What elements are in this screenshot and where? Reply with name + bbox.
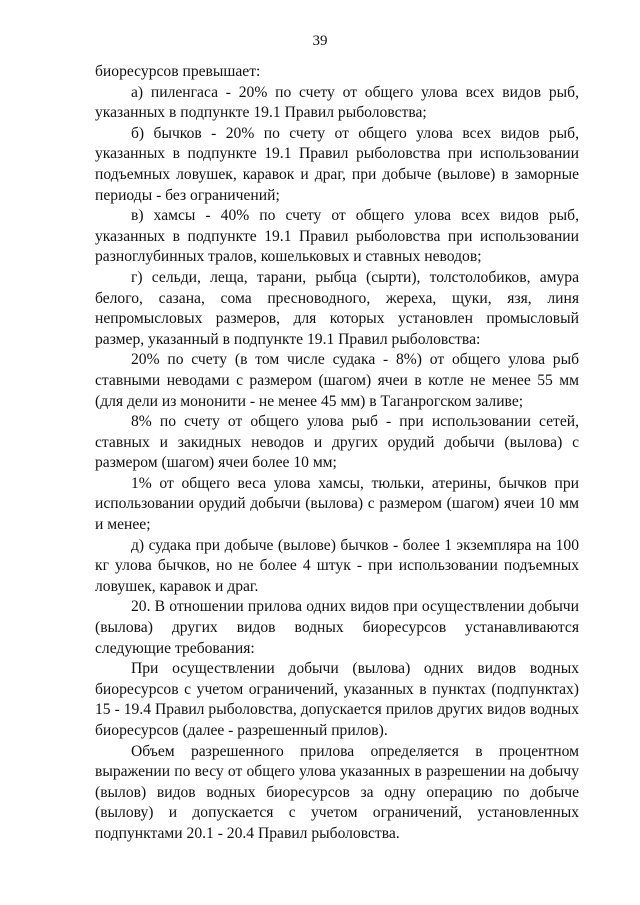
paragraph-bycatch-volume: Объем разрешенного прилова определяется в процентном выражении по весу от общего улова указанных в разрешении на добычу (вылов) видов водных биоресурсов за одну операцию по добыче (вылову) и допускается с учетом ограничений, установленных подпунктами 20.1 - 20.4 Правил рыболовства. <box>95 742 579 842</box>
paragraph-item-a: а) пиленгаса - 20% по счету от общего улова всех видов рыб, указанных в подпункте 19.1 Правил рыболовства; <box>95 83 579 122</box>
paragraph-item-v: в) хамсы - 40% по счету от общего улова всех видов рыб, указанных в подпункте 19.1 Правил рыболовства при использовании разноглубинных тралов, кошельковых и ставных неводов; <box>95 207 579 266</box>
paragraph-item-g-20-percent: 20% по счету (в том числе судака - 8%) от общего улова рыб ставными неводами с размером (шагом) ячеи в котле не менее 55 мм (для дели из мононити - не менее 45 мм) в Таганрогском заливе; <box>95 351 579 410</box>
paragraph-item-g-8-percent: 8% по счету от общего улова рыб - при использовании сетей, ставных и закидных неводов и других орудий добычи (вылова) с размером (шагом) ячеи более 10 мм; <box>95 413 579 472</box>
paragraph-item-d: д) судака при добыче (вылове) бычков - более 1 экземпляра на 100 кг улова бычков, но не более 4 штук - при использовании подъемных ловушек, каравок и драг. <box>95 536 579 595</box>
paragraph-continuation: биоресурсов превышает: <box>95 63 261 80</box>
page-number: 39 <box>312 33 328 49</box>
paragraph-item-b: б) бычков - 20% по счету от общего улова всех видов рыб, указанных в подпункте 19.1 Правил рыболовства при использовании подъемных ловушек, каравок и драг, при добыче (вылове) в заморные периоды - без ограничений; <box>95 124 579 204</box>
paragraph-permitted-bycatch: При осуществлении добычи (вылова) одних видов водных биоресурсов с учетом ограничений, указанных в пунктах (подпунктах) 15 - 19.4 Правил рыболовства, допускается прилов других видов водных биоресурсов (далее - разрешенный прилов). <box>95 660 579 739</box>
paragraph-section-20: 20. В отношении прилова одних видов при осуществлении добычи (вылова) других видов водных биоресурсов устанавливаются следующие требования: <box>95 598 579 657</box>
document-body <box>95 62 579 845</box>
paragraph-item-g: г) сельди, леща, тарани, рыбца (сырти), толстолобиков, амура белого, сазана, сома пресноводного, жереха, щуки, язя, линя непромысловых размеров, для которых установлен промысловый размер, указанный в подпункте 19.1 Правил рыболовства: <box>95 268 579 348</box>
paragraph-item-g-1-percent: 1% от общего веса улова хамсы, тюльки, атерины, бычков при использовании орудий добычи (вылова) с размером (шагом) ячеи 10 мм и менее; <box>95 474 579 534</box>
